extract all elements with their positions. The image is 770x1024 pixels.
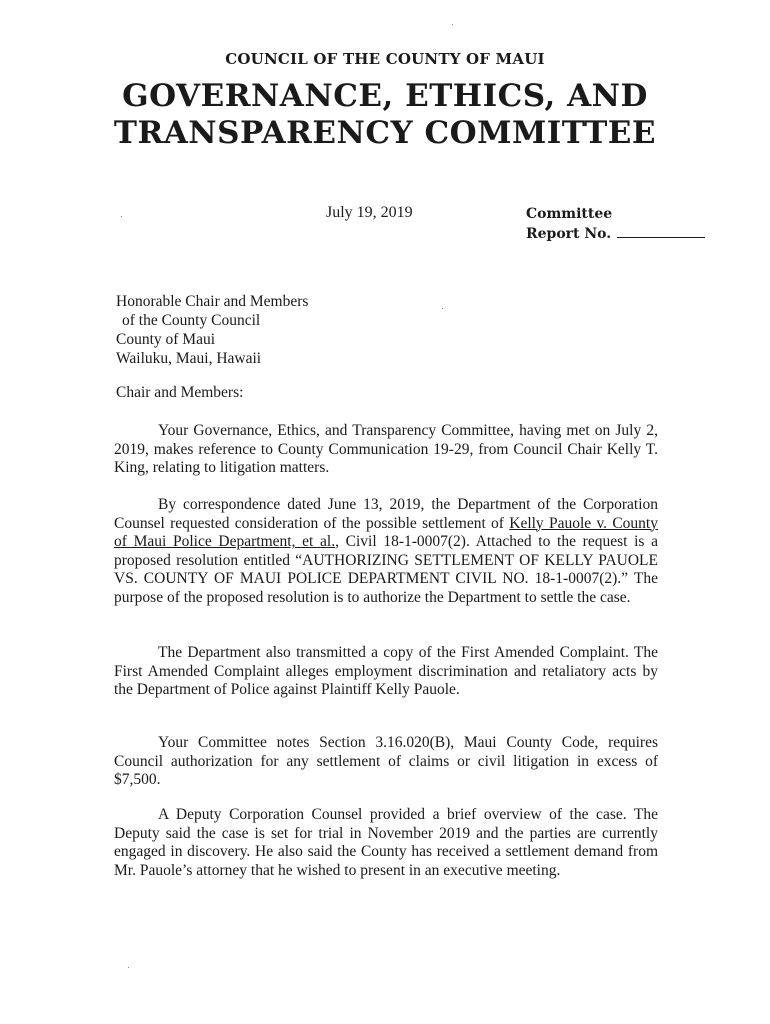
address-line: of the County Council bbox=[122, 312, 261, 329]
scan-speck bbox=[128, 967, 129, 968]
paragraph-text: By correspondence dated June 13, 2019, the Department of the Corporation Counsel requested consideration of the possible settlement of bbox=[114, 496, 658, 532]
address-line: Honorable Chair and Members bbox=[116, 293, 309, 310]
body-paragraph: A Deputy Corporation Counsel provided a brief overview of the case. The Deputy said the case is set for trial in November 2019 and the parties are currently engaged in discovery. He also said the County has received a settlement demand from Mr. Pauole’s attorney that he wished to present in an executive meeting. bbox=[114, 806, 658, 879]
scan-speck bbox=[442, 308, 443, 309]
committee-title-line-2: TRANSPARENCY COMMITTEE bbox=[113, 115, 657, 151]
report-number-blank bbox=[617, 224, 705, 238]
report-no-label: Report No. bbox=[526, 226, 612, 242]
address-line: County of Maui bbox=[116, 331, 216, 348]
scan-speck bbox=[121, 216, 122, 217]
salutation: Chair and Members: bbox=[116, 384, 244, 401]
body-paragraph: Your Committee notes Section 3.16.020(B), Maui County Code, requires Council authorization for any settlement of claims or civil litigation in excess of $7,500. bbox=[114, 734, 658, 789]
body-paragraph: The Department also transmitted a copy of the First Amended Complaint. The First Amended Complaint alleges employment discrimination and retaliatory acts by the Department of Police against Plaintiff Kelly Pauole. bbox=[114, 644, 658, 699]
committee-report-number bbox=[526, 205, 705, 244]
address-line: Wailuku, Maui, Hawaii bbox=[116, 350, 262, 367]
body-paragraph bbox=[114, 496, 658, 608]
committee-title-line-1: GOVERNANCE, ETHICS, AND bbox=[122, 78, 648, 114]
scan-speck bbox=[452, 24, 453, 25]
report-date: July 19, 2019 bbox=[326, 204, 413, 221]
address-block bbox=[116, 292, 308, 368]
council-heading: COUNCIL OF THE COUNTY OF MAUI bbox=[225, 50, 545, 68]
report-label-line-2 bbox=[526, 224, 705, 244]
paragraph-text: , Civil 18-1-0007(2). Attached to the request is a proposed resolution entitled “AUTHORIZING SETTLEMENT OF KELLY PAUOLE VS. COUNTY OF MAUI POLICE DEPARTMENT CIVIL NO. 18-1-0007(2).” The purpose of the proposed resolution is to authorize the Department to settle the case. bbox=[114, 533, 658, 606]
report-label-line-1: Committee bbox=[526, 206, 613, 222]
body-paragraph: Your Governance, Ethics, and Transparency Committee, having met on July 2, 2019, makes reference to County Communication 19-29, from Council Chair Kelly T. King, relating to litigation matters. bbox=[114, 422, 658, 477]
case-name: Kelly Pauole v. County of Maui Police Department, et al. bbox=[114, 514, 658, 551]
